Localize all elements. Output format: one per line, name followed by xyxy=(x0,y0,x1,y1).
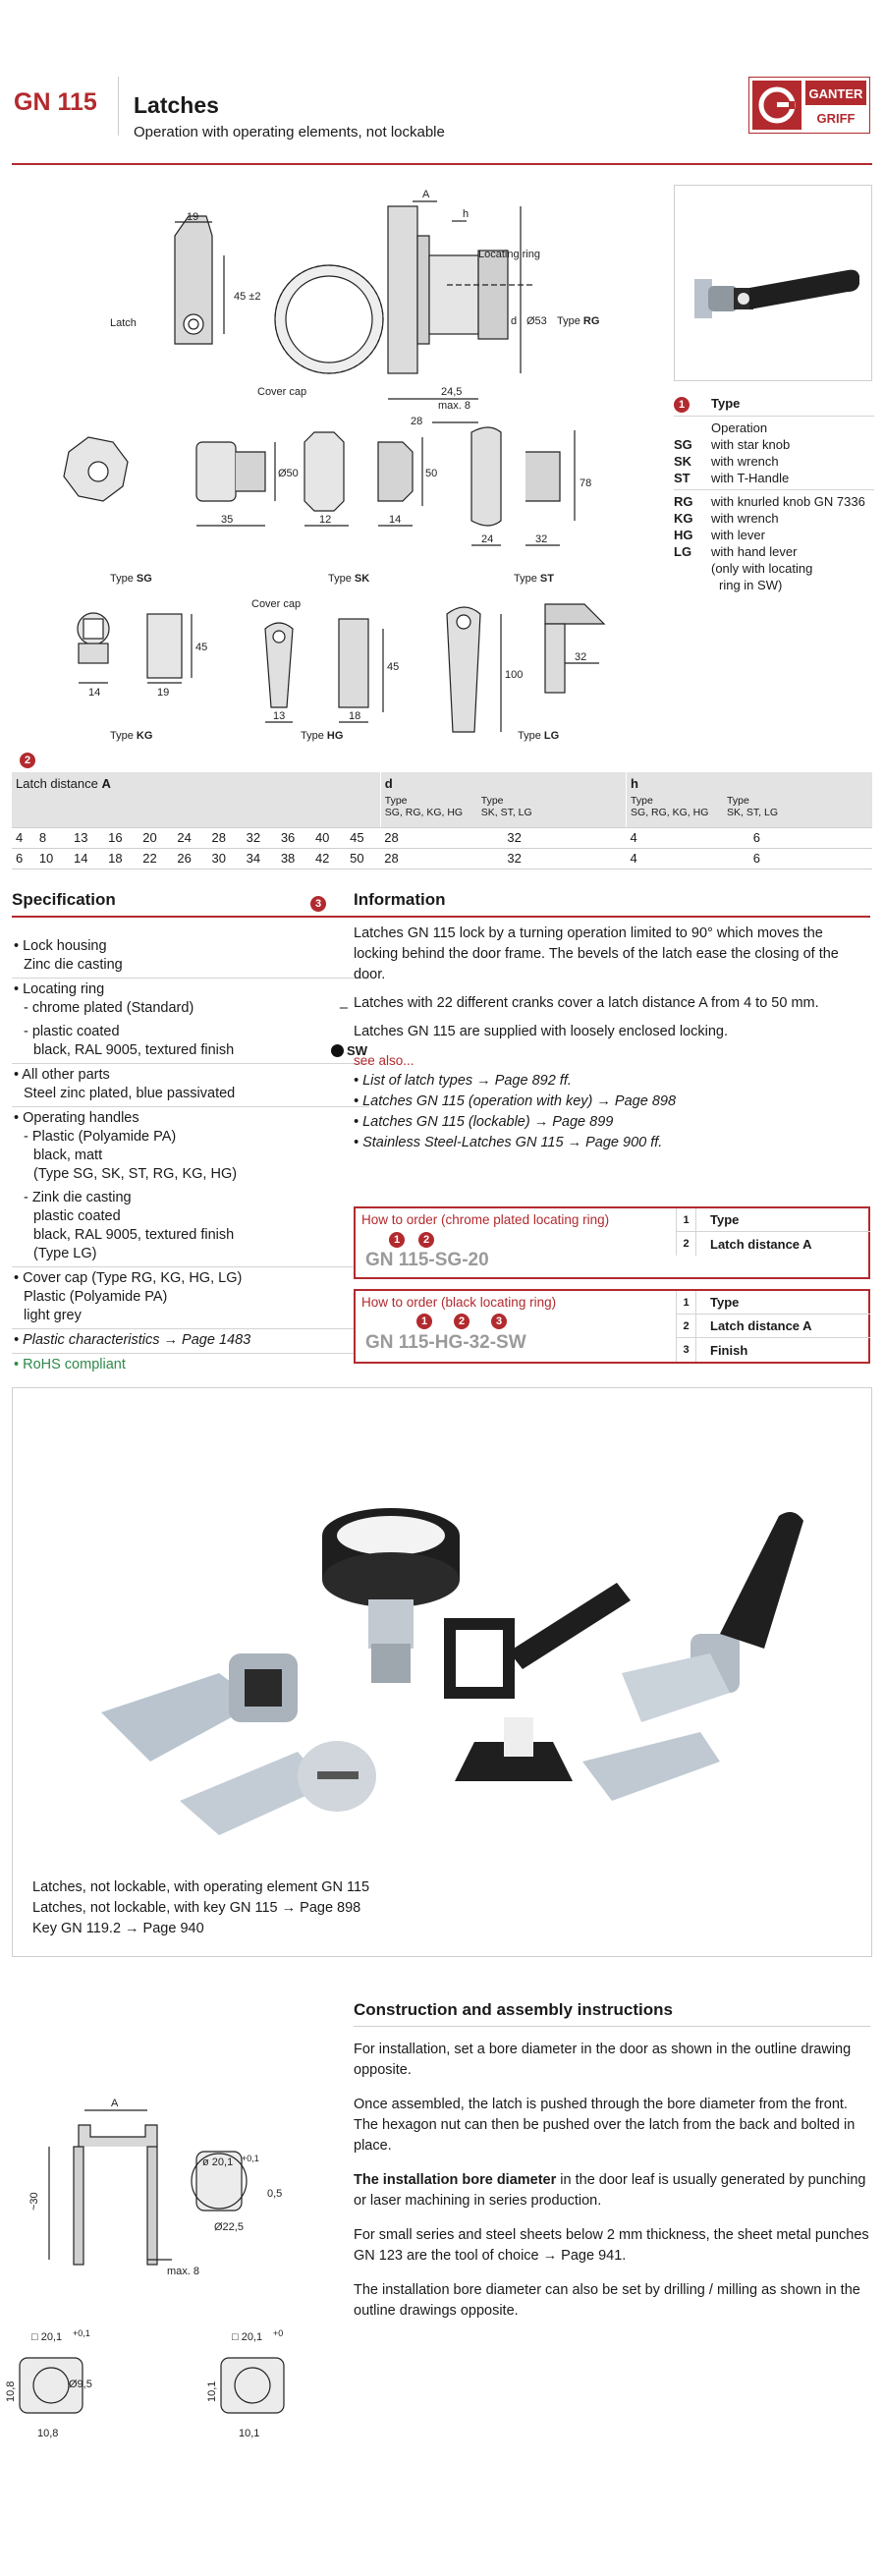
assy-dim-A: A xyxy=(111,2098,119,2109)
assy-sq2: □ 20,1 xyxy=(232,2331,263,2343)
label-latch: Latch xyxy=(110,317,137,329)
assembly-drawings xyxy=(0,2063,344,2564)
spec-badge-wrap xyxy=(310,894,326,912)
construction-title: Construction and assembly instructions xyxy=(354,2000,673,2019)
table-head-latch: Latch distance A xyxy=(12,772,380,827)
assy-sq1: □ 20,1 xyxy=(31,2331,63,2343)
table-badge-wrap xyxy=(20,751,35,768)
dim-A: A xyxy=(422,189,430,200)
spec-badge: 3 xyxy=(310,896,326,912)
dim-78: 78 xyxy=(580,477,592,489)
type-code: LG xyxy=(674,544,692,559)
type-legend-title: Type xyxy=(711,396,741,411)
type-desc: with star knob xyxy=(711,437,791,452)
assy-sq1tol: +0,1 xyxy=(73,2328,90,2338)
dim-14a: 14 xyxy=(389,514,402,526)
spec-title: Specification xyxy=(12,890,116,909)
order2-code: GN 115-HG-32-SW xyxy=(365,1332,526,1353)
order-box-1: How to order (chrome plated locating ring) 1 2 GN 115-SG-20 1 Type 2 Latch distance A xyxy=(354,1206,870,1279)
assy-w101: 10,1 xyxy=(239,2428,260,2439)
product-photo xyxy=(12,1387,872,1957)
type-code: ST xyxy=(674,471,691,485)
header-separator xyxy=(118,77,119,136)
type-code: RG xyxy=(674,494,693,509)
dim-max8: max. 8 xyxy=(438,400,471,412)
assy-dim-05: 0,5 xyxy=(267,2188,283,2200)
product-code: GN 115 xyxy=(14,88,97,116)
type-sk-label: Type SK xyxy=(328,573,370,585)
table-head-d: d Type SG, RG, KG, HG Type SK, ST, LG xyxy=(380,772,626,827)
dim-d: d xyxy=(511,315,518,327)
type-desc: with hand lever xyxy=(711,544,798,559)
type-lg-label: Type LG xyxy=(518,730,560,742)
table-row: 4 8 13 16 20 24 28 32 36 40 45 28 32 4 6 xyxy=(12,827,872,848)
technical-drawings xyxy=(0,167,658,756)
dim-12: 12 xyxy=(319,514,332,526)
dim-53: Ø53 xyxy=(526,315,547,327)
dim-100: 100 xyxy=(505,669,524,681)
dim-28: 28 xyxy=(411,416,423,427)
page-title: Latches xyxy=(134,92,219,118)
order2-badge: 2 xyxy=(454,1314,470,1329)
info-rule xyxy=(354,916,870,918)
type-rg-label: Type RG xyxy=(557,315,600,327)
type-code: SG xyxy=(674,437,692,452)
spec-rule xyxy=(12,916,369,918)
order1-code: GN 115-SG-20 xyxy=(365,1250,489,1270)
type-hg-label: Type HG xyxy=(301,730,344,742)
type-sg-label: Type SG xyxy=(110,573,152,585)
assy-d95: Ø9,5 xyxy=(69,2379,92,2390)
see-also-link[interactable]: • Latches GN 115 (operation with key) → Page 898 xyxy=(354,1093,677,1109)
type-note: ring in SW) xyxy=(719,578,783,592)
information-text: Latches GN 115 lock by a turning operation limited to 90° which moves the locking behind the door frame. The bevels of the latch ease the closing of the door. Latches with 22 different cranks cover a latch distance A from 4 to 50 mm. Latches GN 115 are supplied with loosely enclosed locking. see also... • List of latch types → Page 892 ff. • Latches GN 115 (operation with key) → Page 898 • Latches GN 115 (lockable) → Page 899 • Stainless Steel-Latches GN 115 → Page 900 ff. xyxy=(354,924,870,1153)
label-cover-cap-2: Cover cap xyxy=(251,598,302,610)
logo-text-bottom: GRIFF xyxy=(816,111,856,126)
construction-rule xyxy=(354,2026,870,2027)
type-desc: with wrench xyxy=(711,454,779,469)
product-photo-small xyxy=(674,185,872,381)
distance-table xyxy=(12,772,872,869)
dim-45b: 45 xyxy=(195,642,208,653)
assy-dim-20: ø 20,1 xyxy=(202,2156,234,2168)
order1-badge: 2 xyxy=(418,1232,434,1248)
see-also-label: see also... xyxy=(354,1053,414,1068)
table-badge: 2 xyxy=(20,753,35,768)
order2-title: How to order (black locating ring) xyxy=(361,1295,557,1310)
order2-badge: 3 xyxy=(491,1314,507,1329)
type-desc: with lever xyxy=(711,528,765,542)
type-kg-label: Type KG xyxy=(110,730,153,742)
see-also-link[interactable]: • List of latch types → Page 892 ff. xyxy=(354,1073,572,1089)
info-title: Information xyxy=(354,890,446,909)
dim-19b: 19 xyxy=(157,687,170,699)
see-also-link[interactable]: • Latches GN 115 (lockable) → Page 899 xyxy=(354,1114,614,1130)
dim-32b: 32 xyxy=(575,651,587,663)
dim-19: 19 xyxy=(187,211,199,223)
label-locating-ring: Locating ring xyxy=(478,249,540,260)
assy-dim-30: ~30 xyxy=(28,2192,40,2211)
assy-dim-225: Ø22,5 xyxy=(214,2221,244,2233)
ganter-logo xyxy=(748,77,870,134)
dim-18: 18 xyxy=(349,710,361,722)
assy-w108: 10,8 xyxy=(37,2428,59,2439)
type-desc: with knurled knob GN 7336 xyxy=(711,494,865,509)
dim-45c: 45 xyxy=(387,661,400,673)
assy-sq2tol: +0 xyxy=(273,2328,284,2338)
assy-h101: 10,1 xyxy=(206,2380,218,2402)
specification-list: • Lock housing Zinc die casting • Locating ring - chrome plated (Standard) – - plastic coated black, RAL 9005, textured finish SW • All other parts Steel zinc plated, blue passivated • Operating handles - Plastic (Polyamide PA) black, matt (Type SG, SK, ST, RG, KG, HG) - Zink die casting plastic coated black, RAL 9005, textured finish (Type LG) • Cover cap (Type RG, KG, HG, LG) Plastic (Polyamide PA) light grey • Plastic characteristics → Page 1483 • RoHS compliant xyxy=(12,935,369,1377)
assy-h108: 10,8 xyxy=(5,2380,17,2402)
dim-50b: 50 xyxy=(425,468,438,479)
dim-245: 24,5 xyxy=(441,386,463,398)
logo-text-top: GANTER xyxy=(808,86,863,101)
photo-caption-3: Key GN 119.2 → Page 940 xyxy=(32,1921,204,1936)
dim-50a: Ø50 xyxy=(278,468,299,479)
type-legend xyxy=(674,395,874,593)
dim-45pm: 45 ±2 xyxy=(234,291,261,303)
table-row: 6 10 14 18 22 26 30 34 38 42 50 28 32 4 6 xyxy=(12,848,872,868)
page-subtitle: Operation with operating elements, not lockable xyxy=(134,124,445,140)
order2-badge: 1 xyxy=(416,1314,432,1329)
type-badge: 1 xyxy=(674,397,690,413)
photo-caption-1: Latches, not lockable, with operating element GN 115 xyxy=(32,1879,370,1895)
dim-35: 35 xyxy=(221,514,234,526)
dim-14b: 14 xyxy=(88,687,101,699)
header-rule xyxy=(12,163,872,165)
order1-badge: 1 xyxy=(389,1232,405,1248)
dim-h: h xyxy=(463,208,470,220)
type-code: SK xyxy=(674,454,692,469)
type-st-label: Type ST xyxy=(514,573,554,585)
type-desc: with wrench xyxy=(711,511,779,526)
type-code: HG xyxy=(674,528,693,542)
dim-24: 24 xyxy=(481,533,494,545)
type-note: (only with locating xyxy=(711,561,813,576)
type-desc: with T-Handle xyxy=(711,471,790,485)
order1-title: How to order (chrome plated locating ring) xyxy=(361,1212,610,1227)
photo-caption-2: Latches, not lockable, with key GN 115 → Page 898 xyxy=(32,1900,361,1916)
type-legend-operation: Operation xyxy=(711,420,768,435)
order-box-2: How to order (black locating ring) 1 2 3 GN 115-HG-32-SW 1 Type 2 Latch distance A 3 Finish xyxy=(354,1289,870,1364)
type-code: KG xyxy=(674,511,693,526)
see-also-link[interactable]: • Stainless Steel-Latches GN 115 → Page 900 ff. xyxy=(354,1135,663,1150)
construction-text: For installation, set a bore diameter in the door as shown in the outline drawing opposite. Once assembled, the latch is pushed through the bore diameter from the front. The hexagon nut can then be pushed over the latch from the back and bolted in place. The installation bore diameter in the door leaf is usually generated by punching or laser machining in series production. For small series and steel sheets below 2 mm thickness, the sheet metal punches GN 123 are the tool of choice → Page 941. The installation bore diameter can also be set by drilling / milling as shown in the outline drawings opposite. xyxy=(354,2042,869,2319)
product-photo-illustration xyxy=(13,1388,871,1860)
assy-dim-20tol: +0,1 xyxy=(242,2154,259,2163)
label-cover-cap: Cover cap xyxy=(257,386,307,398)
dim-32a: 32 xyxy=(535,533,548,545)
table-head-h: h Type SG, RG, KG, HG Type SK, ST, LG xyxy=(627,772,872,827)
assy-dim-max8: max. 8 xyxy=(167,2266,200,2277)
dim-13: 13 xyxy=(273,710,286,722)
